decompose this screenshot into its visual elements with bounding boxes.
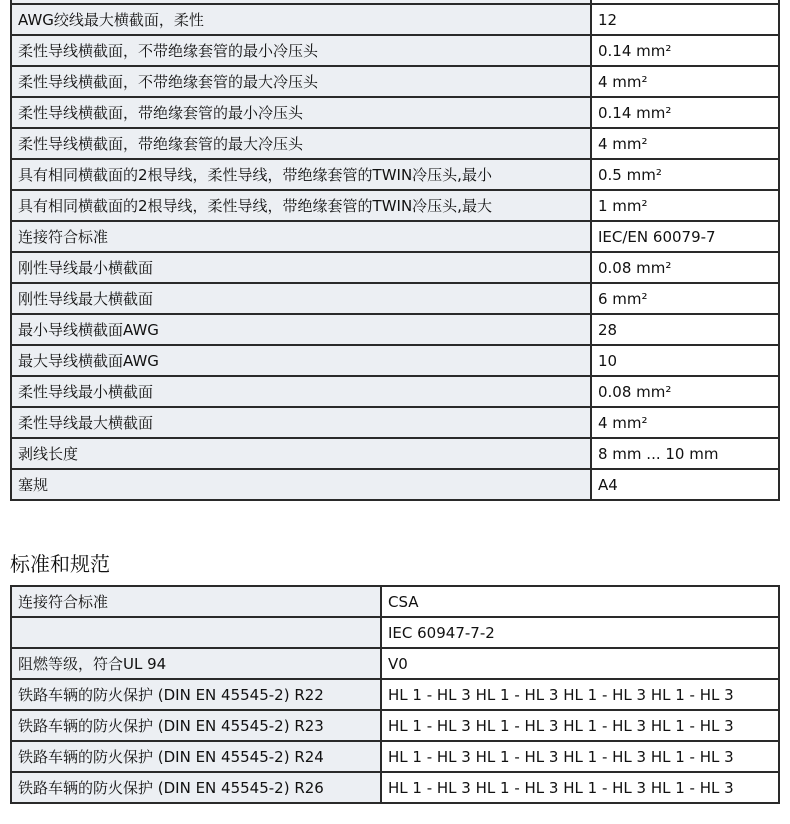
row-value: HL 1 - HL 3 HL 1 - HL 3 HL 1 - HL 3 HL 1 - HL 3	[381, 679, 779, 710]
row-label: 柔性导线最小横截面	[11, 376, 591, 407]
row-label: 柔性导线横截面，不带绝缘套管的最小冷压头	[11, 35, 591, 66]
table-row	[11, 617, 779, 648]
connection-data-table	[10, 0, 780, 501]
table-row	[11, 66, 779, 97]
row-label: 柔性导线横截面，带绝缘套管的最小冷压头	[11, 97, 591, 128]
row-value: 28	[591, 314, 779, 345]
table-row	[11, 469, 779, 500]
row-value: 4 mm²	[591, 407, 779, 438]
row-value: 10	[591, 345, 779, 376]
row-label: 连接符合标准	[11, 586, 381, 617]
row-value: 0.5 mm²	[591, 159, 779, 190]
table-row	[11, 252, 779, 283]
row-label: 塞规	[11, 469, 591, 500]
table-row	[11, 345, 779, 376]
row-label: 具有相同横截面的2根导线，柔性导线，带绝缘套管的TWIN冷压头,最小	[11, 159, 591, 190]
row-label: 剥线长度	[11, 438, 591, 469]
table-row	[11, 586, 779, 617]
table-row	[11, 376, 779, 407]
row-value: IEC/EN 60079-7	[591, 221, 779, 252]
row-label: 阻燃等级，符合UL 94	[11, 648, 381, 679]
row-label: 铁路车辆的防火保护 (DIN EN 45545-2) R26	[11, 772, 381, 803]
row-label: 连接符合标准	[11, 221, 591, 252]
row-value: 0.08 mm²	[591, 376, 779, 407]
row-label: 最小导线横截面AWG	[11, 314, 591, 345]
row-label: 柔性导线最大横截面	[11, 407, 591, 438]
table-row	[11, 741, 779, 772]
row-label: 刚性导线最小横截面	[11, 252, 591, 283]
row-label: 铁路车辆的防火保护 (DIN EN 45545-2) R24	[11, 741, 381, 772]
table-row	[11, 648, 779, 679]
row-value: 4 mm²	[591, 128, 779, 159]
row-value: 12	[591, 4, 779, 35]
table-row	[11, 679, 779, 710]
row-label: 柔性导线横截面，不带绝缘套管的最大冷压头	[11, 66, 591, 97]
row-label: 刚性导线最大横截面	[11, 283, 591, 314]
row-value: IEC 60947-7-2	[381, 617, 779, 648]
table-row	[11, 97, 779, 128]
row-value: 0.14 mm²	[591, 97, 779, 128]
row-value: 8 mm ... 10 mm	[591, 438, 779, 469]
row-value: 0.14 mm²	[591, 35, 779, 66]
row-value: HL 1 - HL 3 HL 1 - HL 3 HL 1 - HL 3 HL 1 - HL 3	[381, 772, 779, 803]
table-row	[11, 35, 779, 66]
row-value: 6 mm²	[591, 283, 779, 314]
table-row	[11, 314, 779, 345]
row-label: 具有相同横截面的2根导线，柔性导线，带绝缘套管的TWIN冷压头,最大	[11, 190, 591, 221]
table-row	[11, 772, 779, 803]
row-label	[11, 617, 381, 648]
row-label: 铁路车辆的防火保护 (DIN EN 45545-2) R23	[11, 710, 381, 741]
row-value: HL 1 - HL 3 HL 1 - HL 3 HL 1 - HL 3 HL 1 - HL 3	[381, 741, 779, 772]
row-value: 0.08 mm²	[591, 252, 779, 283]
row-label: 铁路车辆的防火保护 (DIN EN 45545-2) R22	[11, 679, 381, 710]
row-value: CSA	[381, 586, 779, 617]
standards-table	[10, 585, 780, 804]
table-row	[11, 4, 779, 35]
table-row	[11, 438, 779, 469]
row-value: V0	[381, 648, 779, 679]
row-value: HL 1 - HL 3 HL 1 - HL 3 HL 1 - HL 3 HL 1 - HL 3	[381, 710, 779, 741]
row-label: 柔性导线横截面，带绝缘套管的最大冷压头	[11, 128, 591, 159]
row-value: A4	[591, 469, 779, 500]
row-label: AWG绞线最大横截面，柔性	[11, 4, 591, 35]
table-row	[11, 283, 779, 314]
row-value: 1 mm²	[591, 190, 779, 221]
section-title-standards: 标准和规范	[10, 552, 110, 576]
table-row	[11, 221, 779, 252]
row-label: 最大导线横截面AWG	[11, 345, 591, 376]
table-row	[11, 710, 779, 741]
table-row	[11, 190, 779, 221]
row-value: 4 mm²	[591, 66, 779, 97]
table-row	[11, 407, 779, 438]
table-row	[11, 159, 779, 190]
table-row	[11, 128, 779, 159]
